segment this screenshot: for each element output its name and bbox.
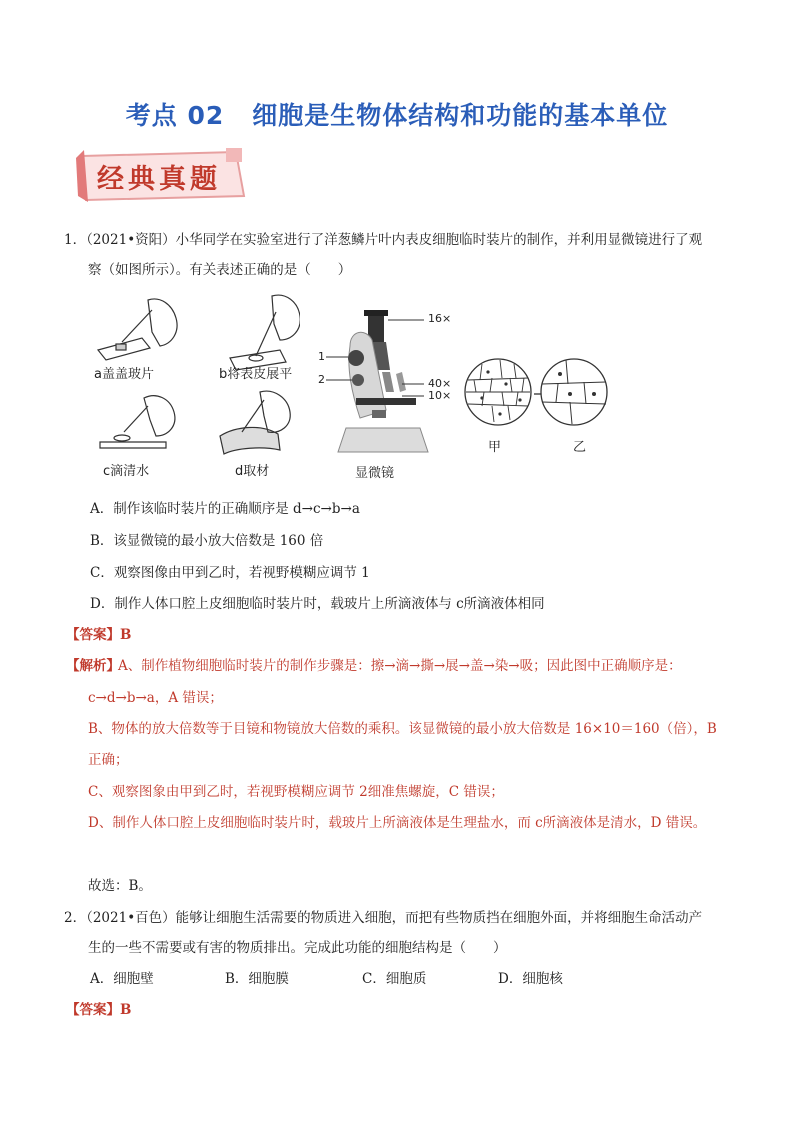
q1-line2: 察（如图所示）。有关表述正确的是（ ） [88, 262, 352, 278]
q1-option-b: B．该显微镜的最小放大倍数是 160 倍 [90, 533, 324, 549]
view-jia [465, 359, 531, 425]
caption-scope: 显微镜 [355, 466, 395, 481]
q2-option-a: A．细胞壁 [90, 971, 154, 987]
q1-analysis-line6: D、制作人体口腔上皮细胞临时装片时，载玻片上所滴液体是生理盐水，而 c所滴液体是清水，D 错误。 [88, 815, 707, 831]
q2-line2: 生的一些不需要或有害的物质排出。完成此功能的细胞结构是（ ） [88, 940, 507, 956]
sketch-b [230, 295, 300, 370]
sketch-c [100, 396, 175, 448]
q1-option-a: A．制作该临时装片的正确顺序是 d→c→b→a [90, 501, 360, 517]
caption-d: d取材 [235, 464, 270, 479]
label-1: 1 [318, 350, 325, 363]
q1-conclusion: 故选：B。 [88, 878, 152, 894]
q2-line1: 2．（2021•百色）能够让细胞生活需要的物质进入细胞，而把有些物质挡在细胞外面，并将细胞生命活动产 [64, 910, 703, 926]
q1-analysis-line4: 正确； [88, 752, 129, 768]
q2-option-c: C．细胞质 [362, 971, 427, 987]
title-main: 细胞是生物体结构和功能的基本单位 [252, 101, 669, 130]
label-eyepiece: 16× [428, 312, 452, 325]
page-title [0, 96, 794, 132]
q1-option-c: C．观察图像由甲到乙时，若视野模糊应调节 1 [90, 565, 370, 581]
view-yi [541, 359, 607, 425]
procedure-sketches [90, 292, 300, 482]
q1-analysis-line2: c→d→b→a，A 错误； [88, 690, 223, 706]
q2-option-b: B．细胞膜 [225, 971, 289, 987]
q1-line1: 1．（2021•资阳）小华同学在实验室进行了洋葱鳞片叶内表皮细胞临时装片的制作，并利用显微镜进行了观 [64, 232, 703, 248]
q1-option-d: D．制作人体口腔上皮细胞临时装片时，载玻片上所滴液体与 c所滴液体相同 [90, 596, 545, 612]
caption-b: b将表皮展平 [219, 367, 293, 382]
q1-analysis-line3: B、物体的放大倍数等于目镜和物镜放大倍数的乘积。该显微镜的最小放大倍数是 16×10＝160（倍），B [88, 721, 717, 737]
q1-analysis-line5: C、观察图象由甲到乙时，若视野模糊应调节 2细准焦螺旋，C 错误； [88, 784, 504, 800]
caption-jia: 甲 [488, 440, 502, 455]
caption-a: a盖盖玻片 [94, 367, 154, 382]
label-obj40: 40× [428, 377, 452, 390]
q1-analysis-label: 【解析】 [66, 658, 120, 674]
q1-answer: 【答案】B [66, 627, 132, 643]
q2-option-d: D．细胞核 [498, 971, 563, 987]
caption-c: c滴清水 [103, 464, 150, 479]
caption-yi: 乙 [573, 440, 587, 455]
title-prefix: 考点 02 [125, 101, 225, 130]
cell-views [462, 356, 610, 434]
q2-answer: 【答案】B [66, 1002, 132, 1018]
q1-analysis-line1: A、制作植物细胞临时装片的制作步骤是：擦→滴→撕→展→盖→染→吸；因此图中正确顺序是： [118, 658, 682, 674]
sketch-d [220, 391, 290, 454]
sketch-a [98, 299, 177, 360]
section-banner: 经典真题 [97, 164, 221, 195]
label-obj10: 10× [428, 389, 452, 402]
label-2: 2 [318, 373, 325, 386]
